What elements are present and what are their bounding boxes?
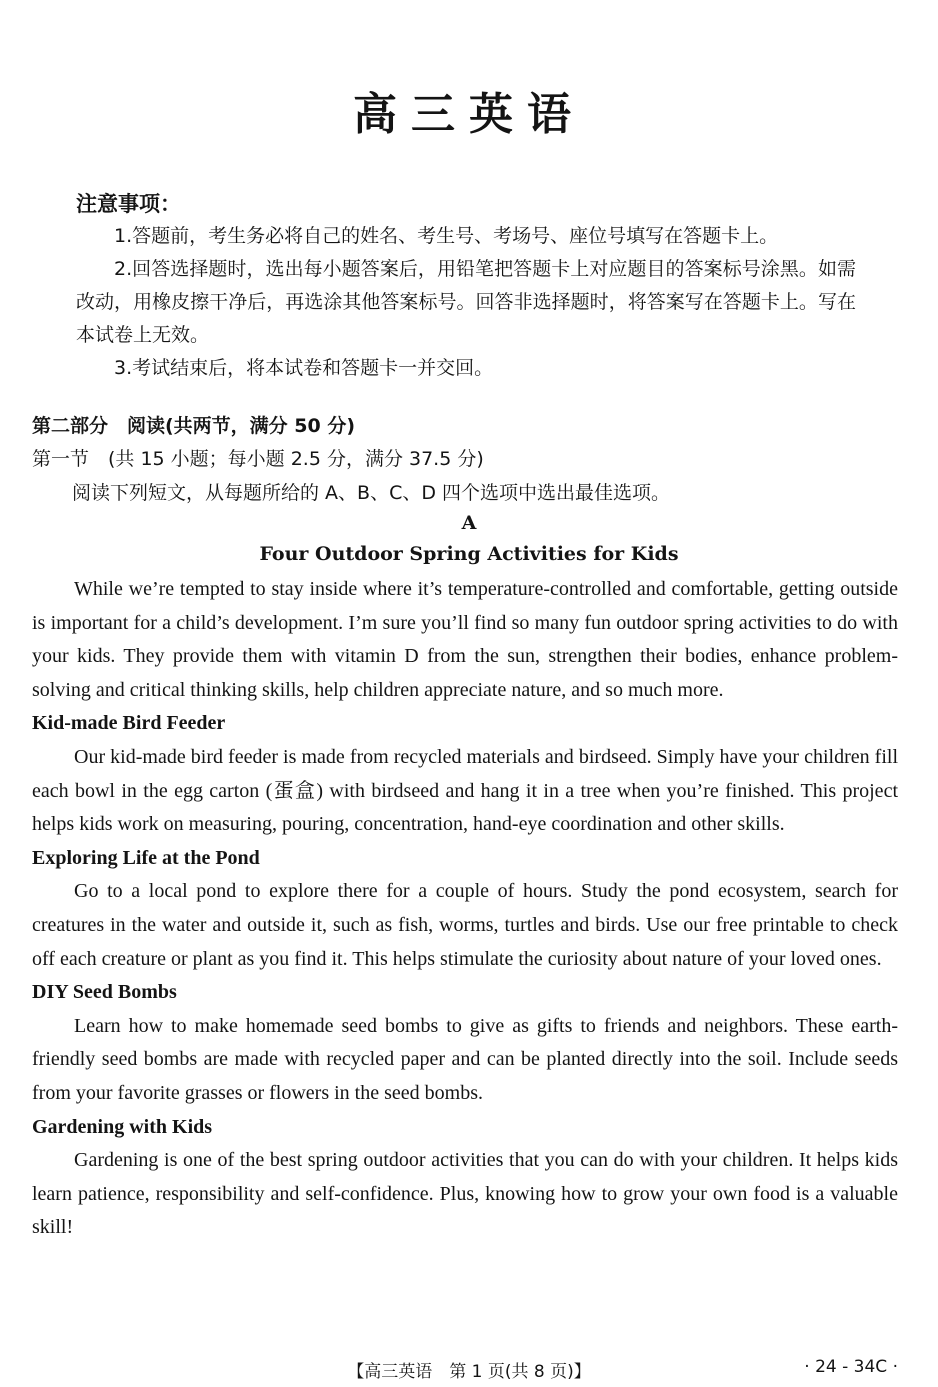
section-heading: 第一节 (共 15 小题；每小题 2.5 分，满分 37.5 分)	[32, 448, 484, 470]
activity-heading: DIY Seed Bombs	[32, 981, 177, 1004]
passage-body	[32, 573, 898, 1245]
notice-item: 1.答题前，考生务必将自己的姓名、考生号、考场号、座位号填写在答题卡上。	[114, 225, 779, 247]
activity-text: Go to a local pond to explore there for a couple of hours. Study the pond ecosystem, search for creatures in the water and outside it, such as fish, worms, turtles and birds. Use our free printable to check off each creature or plant as you find it. This helps stimulate the curiosity about nature of your loved ones.	[32, 880, 898, 970]
activity-text: Learn how to make homemade seed bombs to give as gifts to friends and neighbors. These earth-friendly seed bombs are made with recycled paper and can be planted directly into the soil. Include seeds from your favorite grasses or flowers in the seed bombs.	[32, 1014, 898, 1104]
activity-text: Our kid-made bird feeder is made from recycled materials and birdseed. Simply have your children fill each bowl in the egg carton (蛋盒) with birdseed and hang it in a tree when you’re finished. This project helps kids work on measuring, pouring, concentration, hand-eye coordination and other skills.	[32, 745, 898, 836]
activity-heading: Kid-made Bird Feeder	[32, 712, 226, 735]
passage-title: Four Outdoor Spring Activities for Kids	[259, 543, 679, 565]
instruction-text: 阅读下列短文，从每题所给的 A、B、C、D 四个选项中选出最佳选项。	[72, 482, 671, 504]
passage-label: A	[461, 512, 477, 534]
notice-list	[76, 220, 856, 385]
part-heading: 第二部分 阅读(共两节，满分 50 分)	[32, 415, 356, 437]
notice-heading: 注意事项：	[76, 192, 181, 216]
activity-text: Gardening is one of the best spring outdoor activities that you can do with your children. It helps kids learn patience, responsibility and self-confidence. Plus, knowing how to grow your own food is a valuable skill!	[32, 1149, 898, 1239]
exam-code: · 24 - 34C ·	[804, 1357, 898, 1377]
notice-item: 2.回答选择题时，选出每小题答案后，用铅笔把答题卡上对应题目的答案标号涂黑。如需改动，用橡皮擦干净后，再选涂其他答案标号。回答非选择题时，将答案写在答题卡上。写在本试卷上无效。	[76, 258, 856, 346]
activity-heading: Gardening with Kids	[32, 1115, 213, 1138]
passage-intro: While we’re tempted to stay inside where it’s temperature-controlled and comfortable, getting outside is important for a child’s development. I’m sure you’ll find so many fun outdoor spring activities to do with your kids. They provide them with vitamin D from the sun, strengthen their bodies, enhance problem-solving and critical thinking skills, help children appreciate nature, and so much more.	[32, 578, 898, 701]
activity-heading: Exploring Life at the Pond	[32, 846, 260, 869]
page-footer: 【高三英语 第 1 页(共 8 页)】	[347, 1362, 591, 1382]
page-title: 高三英语	[353, 89, 585, 140]
notice-item: 3.考试结束后，将本试卷和答题卡一并交回。	[114, 357, 494, 379]
